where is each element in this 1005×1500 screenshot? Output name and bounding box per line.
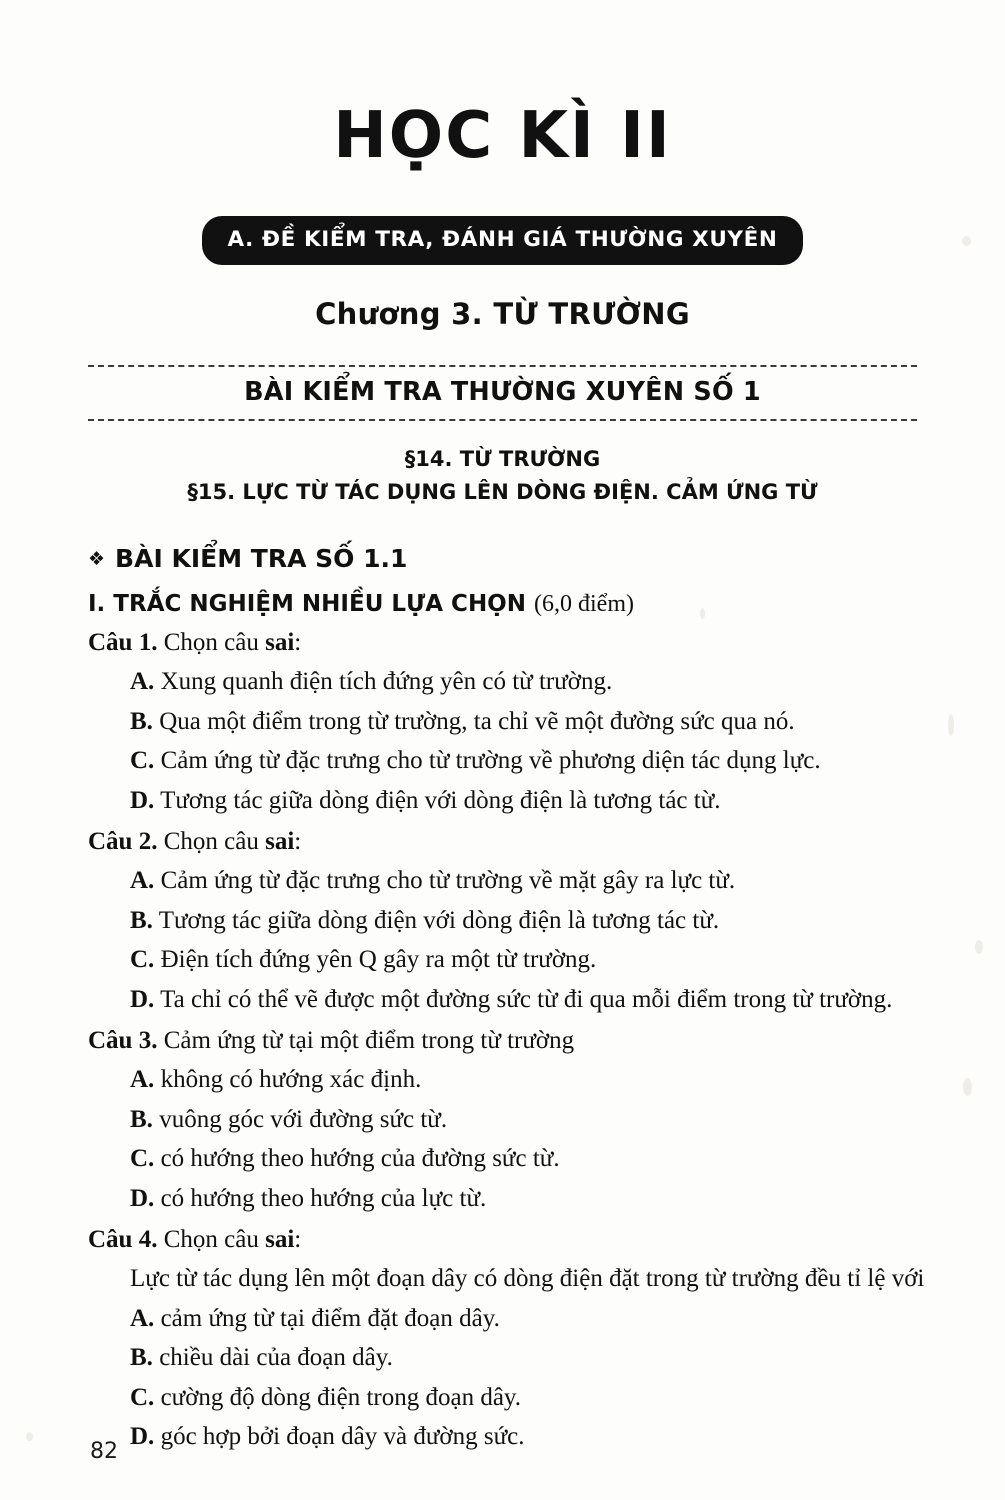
option-text: Điện tích đứng yên Q gây ra một từ trường. [154, 946, 597, 974]
question-text-emphasis: sai [265, 828, 295, 856]
covered-sections [0, 443, 1005, 508]
covered-section-1: §14. TỪ TRƯỜNG [404, 447, 601, 471]
option-row [130, 666, 1005, 699]
exam-title-block [88, 365, 917, 421]
option-row [130, 1183, 1005, 1216]
option-letter: A. [130, 1066, 155, 1094]
option-letter: A. [130, 668, 155, 696]
page-title: HỌC KÌ II [333, 99, 672, 173]
option-text: cảm ứng từ tại điểm đặt đoạn dây. [154, 1304, 500, 1332]
option-row [130, 944, 1005, 977]
option-letter: C. [130, 747, 155, 775]
question-text-emphasis: sai [265, 1226, 295, 1254]
part-heading-label: I. TRẮC NGHIỆM NHIỀU LỰA CHỌN [88, 591, 526, 618]
option-letter: B. [130, 707, 153, 735]
option-letter: D. [130, 985, 155, 1013]
option-row [130, 745, 1005, 778]
option-text: Xung quanh điện tích đứng yên có từ trường. [154, 668, 613, 696]
part-points: (6,0 điểm) [534, 591, 634, 618]
option-letter: D. [130, 1184, 155, 1212]
option-text: cường độ dòng điện trong đoạn dây. [154, 1383, 522, 1411]
part-heading [88, 591, 1005, 618]
option-row [130, 706, 1005, 739]
option-text: vuông góc với đường sức từ. [152, 1105, 448, 1133]
option-row [130, 1421, 1005, 1454]
option-row [130, 865, 1005, 898]
option-text: không có hướng xác định. [154, 1066, 422, 1094]
option-letter: A. [130, 867, 155, 895]
question-text-emphasis: sai [265, 629, 295, 657]
option-letter: B. [130, 1344, 153, 1372]
question-text-pre: Chọn câu [157, 629, 266, 657]
question-number: Câu 1. [88, 629, 158, 657]
option-row [130, 785, 1005, 818]
option-letter: C. [130, 1145, 155, 1173]
option-text: Tương tác giữa dòng điện với dòng điện là tương tác từ. [152, 906, 720, 934]
question-stem [88, 626, 1005, 659]
exam-title: BÀI KIỂM TRA THƯỜNG XUYÊN SỐ 1 [244, 377, 761, 407]
option-row [130, 1303, 1005, 1336]
option-text: chiều dài của đoạn dây. [152, 1344, 393, 1372]
question-number: Câu 3. [88, 1027, 158, 1055]
option-row [130, 1382, 1005, 1415]
option-text: Cảm ứng từ đặc trưng cho từ trường về mặt gây ra lực từ. [154, 867, 736, 895]
question-text-post: : [294, 629, 302, 657]
question-text-post: : [294, 828, 302, 856]
option-text: có hướng theo hướng của lực từ. [154, 1184, 487, 1212]
diamond-bullet-icon: ❖ [88, 548, 106, 571]
question-stem [88, 1223, 1005, 1256]
test-heading-label: BÀI KIỂM TRA SỐ 1.1 [115, 544, 408, 574]
question-text-pre: Cảm ứng từ tại một điểm trong từ trường [157, 1027, 575, 1055]
section-badge-wrap [0, 216, 1005, 265]
option-row [130, 1104, 1005, 1137]
question-stem [88, 825, 1005, 858]
option-text: Qua một điểm trong từ trường, ta chỉ vẽ một đường sức qua nó. [152, 707, 795, 735]
option-letter: B. [130, 906, 153, 934]
option-text: Cảm ứng từ đặc trưng cho từ trường về phương diện tác dụng lực. [154, 747, 821, 775]
question-text-pre: Chọn câu [157, 828, 266, 856]
option-letter: C. [130, 946, 155, 974]
option-letter: B. [130, 1105, 153, 1133]
option-text: Tương tác giữa dòng điện với dòng điện là tương tác từ. [154, 786, 721, 814]
option-letter: D. [130, 1423, 155, 1451]
page-number: 82 [90, 1439, 118, 1464]
option-letter: C. [130, 1383, 155, 1411]
option-text: có hướng theo hướng của đường sức từ. [154, 1145, 560, 1173]
option-text: góc hợp bởi đoạn dây và đường sức. [154, 1423, 525, 1451]
option-row [130, 984, 1005, 1017]
section-badge: A. ĐỀ KIỂM TRA, ĐÁNH GIÁ THƯỜNG XUYÊN [202, 216, 804, 265]
option-letter: D. [130, 786, 155, 814]
covered-section-2: §15. LỰC TỪ TÁC DỤNG LÊN DÒNG ĐIỆN. CẢM ỨNG TỪ [187, 479, 818, 504]
chapter-heading: Chương 3. TỪ TRƯỜNG [315, 297, 690, 331]
option-row [130, 905, 1005, 938]
question-stem [88, 1024, 1005, 1057]
option-row [130, 1064, 1005, 1097]
option-row [130, 1143, 1005, 1176]
option-text: Ta chỉ có thể vẽ được một đường sức từ đi qua mỗi điểm trong từ trường. [154, 985, 893, 1013]
question-text-post: : [294, 1226, 302, 1254]
question-text-pre: Chọn câu [157, 1226, 266, 1254]
question-sub-stem: Lực từ tác dụng lên một đoạn dây có dòng điện đặt trong từ trường đều tỉ lệ với [130, 1265, 925, 1293]
test-heading-row [88, 544, 1005, 573]
option-letter: A. [130, 1304, 155, 1332]
option-row [130, 1342, 1005, 1375]
question-number: Câu 4. [88, 1226, 158, 1254]
question-number: Câu 2. [88, 828, 158, 856]
